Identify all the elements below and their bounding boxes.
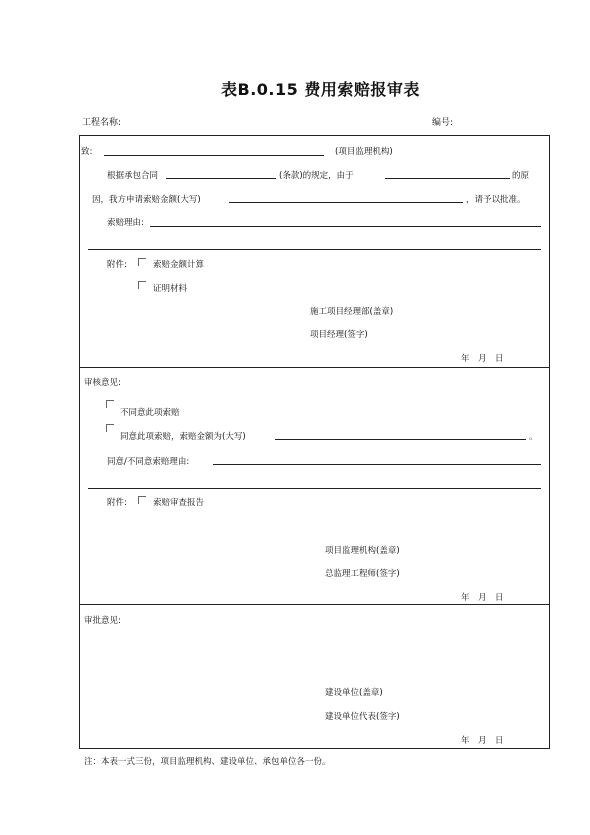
agree-label: 同意此项索赔，索赔金额为(大写) xyxy=(120,432,246,442)
attachment-item-amount-calc: 索赔金额计算 xyxy=(153,260,205,270)
date-label-2: 年 月 日 xyxy=(461,593,504,603)
clause-text: (条款)的规定，由于 xyxy=(279,171,354,181)
section-divider-2 xyxy=(79,604,550,605)
review-reason-field[interactable] xyxy=(213,464,541,465)
number-label: 编号: xyxy=(432,118,454,128)
project-name-label: 工程名称: xyxy=(82,118,122,128)
claim-amount-field[interactable] xyxy=(229,202,463,203)
checkbox-review-report[interactable] xyxy=(138,496,146,504)
checkbox-evidence[interactable] xyxy=(138,281,146,289)
review-label: 审核意见: xyxy=(84,378,121,388)
supervisor-org-field[interactable] xyxy=(104,155,324,156)
to-label: 致: xyxy=(81,147,93,157)
section-divider-1 xyxy=(79,367,550,368)
manager-label: 项目经理(签字) xyxy=(310,330,368,340)
checkbox-agree[interactable] xyxy=(106,424,114,432)
approval-label: 审批意见: xyxy=(84,616,121,626)
disagree-label: 不同意此项索赔 xyxy=(120,408,180,418)
contract-prefix: 根据承包合同 xyxy=(107,171,159,181)
attachment-item-evidence: 证明材料 xyxy=(153,284,188,294)
checkbox-disagree[interactable] xyxy=(106,400,114,408)
review-reason-label: 同意/不同意索赔理由: xyxy=(107,457,190,467)
claim-reason-field[interactable] xyxy=(150,226,541,227)
engineer-label: 总监理工程师(签字) xyxy=(325,569,400,579)
cause-prefix: 因，我方申请索赔金额(大写) xyxy=(92,195,201,205)
contract-field[interactable] xyxy=(166,178,276,179)
org-label: 项目监理机构(盖章) xyxy=(325,546,400,556)
footnote: 注：本表一式三份，项目监理机构、建设单位、承包单位各一份。 xyxy=(84,757,331,767)
reason-suffix: 的原 xyxy=(512,171,530,181)
approve-suffix: ，请予以批准。 xyxy=(466,195,526,205)
review-reason-field-2[interactable] xyxy=(88,488,541,489)
review-attachment-label: 附件: xyxy=(107,498,127,508)
checkbox-amount-calc[interactable] xyxy=(138,258,146,266)
approved-amount-field[interactable] xyxy=(275,439,526,440)
dept-label: 施工项目经理部(盖章) xyxy=(310,307,394,317)
claim-reason-field-2[interactable] xyxy=(88,249,541,250)
attachment-item-review-report: 索赔审查报告 xyxy=(153,498,205,508)
form-title: 表B.0.15 费用索赔报审表 xyxy=(221,80,420,99)
agree-end: 。 xyxy=(529,432,538,442)
claim-reason-label: 索赔理由: xyxy=(107,218,144,228)
date-label-1: 年 月 日 xyxy=(461,354,504,364)
reason-field[interactable] xyxy=(385,178,510,179)
attachment-label: 附件: xyxy=(107,260,127,270)
unit-label: 建设单位(盖章) xyxy=(325,688,383,698)
form-frame xyxy=(79,135,550,749)
supervisor-org-suffix: (项目监理机构) xyxy=(335,147,393,157)
date-label-3: 年 月 日 xyxy=(461,736,504,746)
rep-label: 建设单位代表(签字) xyxy=(325,712,400,722)
